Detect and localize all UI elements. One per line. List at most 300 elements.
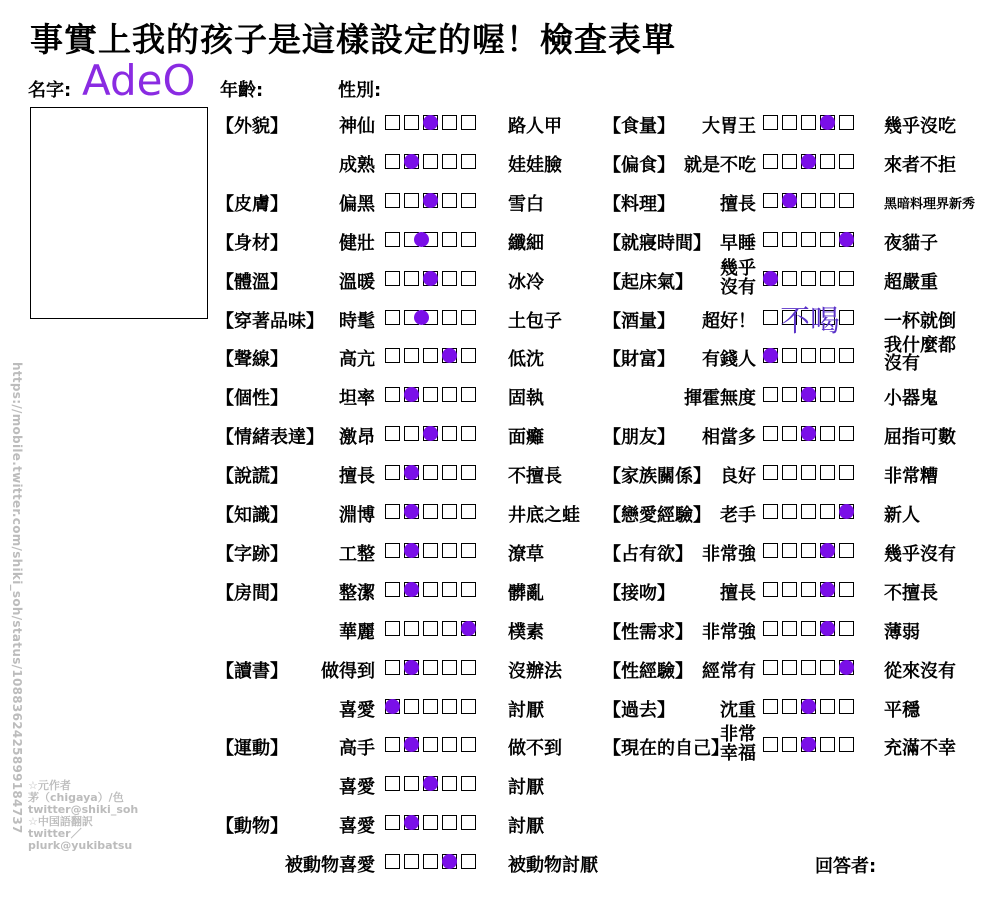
category-label: 【料理】	[603, 193, 675, 215]
left-option: 相當多	[702, 427, 756, 449]
rating-scale[interactable]	[385, 854, 476, 869]
category-label: 【字跡】	[216, 543, 288, 565]
rating-box[interactable]	[423, 854, 438, 869]
rating-box[interactable]	[442, 232, 457, 247]
rating-dot	[782, 193, 797, 208]
rating-scale[interactable]	[385, 737, 476, 752]
rating-scale[interactable]	[385, 815, 476, 830]
rating-box[interactable]	[461, 310, 476, 325]
rating-box[interactable]	[404, 193, 419, 208]
right-option: 小器鬼	[884, 388, 938, 410]
rating-box[interactable]	[839, 737, 854, 752]
rating-box[interactable]	[404, 115, 419, 130]
rating-box[interactable]	[782, 737, 797, 752]
left-option: 被動物喜愛	[285, 855, 375, 877]
rating-box[interactable]	[782, 504, 797, 519]
credit-line: twitter／	[28, 827, 82, 840]
category-label: 【朋友】	[603, 427, 675, 449]
credit-line: ☆元作者	[28, 779, 71, 792]
left-option: 整潔	[339, 582, 375, 604]
rating-box[interactable]	[423, 699, 438, 714]
rating-box[interactable]	[461, 699, 476, 714]
rating-box[interactable]	[461, 660, 476, 675]
rating-box[interactable]	[461, 232, 476, 247]
rating-box[interactable]	[442, 154, 457, 169]
category-label: 【起床氣】	[603, 271, 693, 293]
left-option: 有錢人	[702, 349, 756, 371]
rating-box[interactable]	[423, 621, 438, 636]
rating-box[interactable]	[442, 504, 457, 519]
category-label: 【外貌】	[216, 116, 288, 137]
rating-box[interactable]	[839, 621, 854, 636]
rating-box[interactable]	[763, 426, 778, 441]
page-title: 事實上我的孩子是這樣設定的喔！檢查表單	[30, 20, 676, 59]
right-option: 做不到	[508, 738, 562, 760]
source-url: https://mobile.twitter.com/shiki_soh/status/1088362425899184737	[10, 362, 24, 834]
rating-box[interactable]	[839, 582, 854, 597]
rating-box[interactable]	[385, 232, 400, 247]
rating-box[interactable]	[442, 737, 457, 752]
rating-scale[interactable]	[763, 232, 854, 247]
rating-box[interactable]	[820, 737, 835, 752]
rating-box[interactable]	[782, 348, 797, 363]
category-label: 【食量】	[603, 116, 675, 137]
rating-dot	[839, 504, 854, 519]
rating-box[interactable]	[839, 387, 854, 402]
rating-box[interactable]	[801, 465, 816, 480]
rating-dot	[461, 621, 476, 636]
left-option: 高手	[339, 738, 375, 760]
rating-box[interactable]	[442, 271, 457, 286]
category-label: 【穿著品味】	[216, 310, 324, 332]
rating-scale[interactable]	[763, 621, 854, 636]
rating-box[interactable]	[763, 465, 778, 480]
category-label: 【皮膚】	[216, 193, 288, 215]
rating-box[interactable]	[763, 504, 778, 519]
rating-box[interactable]	[801, 271, 816, 286]
alcohol-handwritten: 不喝	[780, 304, 840, 339]
right-option: 髒亂	[508, 582, 544, 604]
rating-dot	[404, 154, 419, 169]
rating-box[interactable]	[404, 426, 419, 441]
left-option: 工整	[339, 543, 375, 565]
right-option: 土包子	[508, 310, 562, 332]
rating-box[interactable]	[782, 582, 797, 597]
rating-dot	[404, 504, 419, 519]
rating-box[interactable]	[461, 193, 476, 208]
right-option: 面癱	[508, 427, 544, 449]
rating-box[interactable]	[839, 115, 854, 130]
left-option: 經常有	[702, 660, 756, 682]
rating-box[interactable]	[820, 699, 835, 714]
left-option: 時髦	[339, 310, 375, 332]
left-option: 淵博	[339, 505, 375, 526]
rating-dot	[820, 582, 835, 597]
rating-box[interactable]	[385, 621, 400, 636]
rating-box[interactable]	[839, 271, 854, 286]
rating-box[interactable]	[442, 310, 457, 325]
rating-box[interactable]	[801, 115, 816, 130]
rating-box[interactable]	[385, 543, 400, 558]
rating-scale[interactable]	[385, 582, 476, 597]
rating-box[interactable]	[461, 387, 476, 402]
left-option: 高亢	[339, 349, 375, 371]
right-option: 潦草	[508, 543, 544, 565]
rating-box[interactable]	[782, 543, 797, 558]
rating-scale[interactable]	[385, 465, 476, 480]
rating-box[interactable]	[782, 699, 797, 714]
category-label: 【接吻】	[603, 582, 675, 604]
rating-box[interactable]	[385, 465, 400, 480]
rating-box[interactable]	[404, 621, 419, 636]
rating-box[interactable]	[763, 543, 778, 558]
rating-dot	[414, 232, 429, 247]
rating-box[interactable]	[385, 426, 400, 441]
rating-box[interactable]	[423, 737, 438, 752]
rating-box[interactable]	[801, 621, 816, 636]
rating-box[interactable]	[782, 154, 797, 169]
rating-box[interactable]	[461, 854, 476, 869]
left-option: 早睡	[720, 232, 756, 254]
rating-box[interactable]	[385, 310, 400, 325]
right-option: 非常糟	[884, 466, 938, 488]
rating-box[interactable]	[820, 660, 835, 675]
rating-scale[interactable]	[385, 699, 476, 714]
left-option: 做得到	[321, 660, 375, 682]
rating-box[interactable]	[442, 543, 457, 558]
rating-box[interactable]	[404, 348, 419, 363]
right-option: 我什麼都沒有	[884, 335, 956, 375]
rating-scale[interactable]	[763, 426, 854, 441]
rating-box[interactable]	[820, 426, 835, 441]
rating-dot	[820, 543, 835, 558]
rating-box[interactable]	[461, 543, 476, 558]
rating-scale[interactable]	[385, 504, 476, 519]
rating-box[interactable]	[763, 115, 778, 130]
rating-box[interactable]	[782, 271, 797, 286]
rating-box[interactable]	[839, 465, 854, 480]
rating-box[interactable]	[763, 310, 778, 325]
rating-scale[interactable]	[385, 310, 476, 325]
rating-scale[interactable]	[763, 154, 854, 169]
category-label: 【占有欲】	[603, 543, 693, 565]
rating-box[interactable]	[404, 271, 419, 286]
rating-box[interactable]	[442, 426, 457, 441]
category-label: 【聲線】	[216, 349, 288, 371]
left-option: 溫暖	[339, 271, 375, 293]
rating-box[interactable]	[385, 115, 400, 130]
left-option: 老手	[720, 505, 756, 526]
left-option: 喜愛	[339, 699, 375, 721]
rating-box[interactable]	[423, 387, 438, 402]
rating-scale[interactable]	[763, 348, 854, 363]
rating-dot	[442, 854, 457, 869]
credit-line: ☆中国語翻訳	[28, 815, 93, 828]
category-label: 【過去】	[603, 699, 675, 721]
category-label: 【性需求】	[603, 621, 693, 643]
rating-box[interactable]	[782, 660, 797, 675]
rating-scale[interactable]	[385, 348, 476, 363]
category-label: 【現在的自己】	[603, 738, 729, 760]
rating-box[interactable]	[782, 232, 797, 247]
rating-box[interactable]	[763, 154, 778, 169]
rating-scale[interactable]	[763, 271, 854, 286]
left-option: 偏黑	[339, 193, 375, 215]
rating-scale[interactable]	[385, 115, 476, 130]
right-option: 路人甲	[508, 116, 562, 137]
rating-box[interactable]	[385, 582, 400, 597]
rating-box[interactable]	[763, 699, 778, 714]
right-option: 充滿不幸	[884, 738, 956, 760]
rating-box[interactable]	[782, 387, 797, 402]
category-label: 【家族關係】	[603, 466, 711, 488]
rating-box[interactable]	[461, 776, 476, 791]
rating-box[interactable]	[782, 115, 797, 130]
rating-box[interactable]	[801, 348, 816, 363]
rating-box[interactable]	[442, 699, 457, 714]
credit-line: 茅（chigaya）/色	[28, 791, 124, 804]
rating-box[interactable]	[782, 465, 797, 480]
rating-box[interactable]	[385, 387, 400, 402]
category-label: 【酒量】	[603, 310, 675, 332]
rating-box[interactable]	[385, 154, 400, 169]
rating-box[interactable]	[461, 504, 476, 519]
left-option: 喜愛	[339, 816, 375, 838]
photo-box[interactable]	[30, 107, 208, 319]
name-label: 名字:	[28, 80, 72, 101]
rating-box[interactable]	[763, 737, 778, 752]
right-option: 沒辦法	[508, 660, 562, 682]
rating-box[interactable]	[839, 310, 854, 325]
right-option: 黑暗料理界新秀	[884, 196, 976, 212]
rating-dot	[414, 310, 429, 325]
rating-box[interactable]	[385, 815, 400, 830]
right-option: 新人	[884, 505, 920, 526]
right-option: 討厭	[508, 816, 544, 838]
rating-scale[interactable]	[385, 232, 476, 247]
rating-scale[interactable]	[763, 193, 854, 208]
rating-box[interactable]	[461, 154, 476, 169]
right-option: 一杯就倒	[884, 310, 956, 332]
rating-box[interactable]	[801, 193, 816, 208]
rating-box[interactable]	[763, 232, 778, 247]
left-option: 成熟	[339, 154, 375, 176]
rating-scale[interactable]	[763, 582, 854, 597]
rating-dot	[423, 193, 438, 208]
right-option: 幾乎沒吃	[884, 116, 956, 137]
rating-box[interactable]	[442, 621, 457, 636]
rating-box[interactable]	[404, 854, 419, 869]
rating-box[interactable]	[423, 154, 438, 169]
rating-dot	[423, 271, 438, 286]
rating-scale[interactable]	[385, 776, 476, 791]
rating-box[interactable]	[423, 348, 438, 363]
rating-scale[interactable]	[763, 699, 854, 714]
rating-box[interactable]	[385, 271, 400, 286]
right-option: 夜貓子	[884, 232, 938, 254]
rating-box[interactable]	[442, 660, 457, 675]
rating-box[interactable]	[423, 543, 438, 558]
rating-box[interactable]	[839, 699, 854, 714]
rating-box[interactable]	[385, 504, 400, 519]
rating-scale[interactable]	[385, 660, 476, 675]
right-option: 纖細	[508, 232, 544, 254]
rating-box[interactable]	[461, 465, 476, 480]
rating-box[interactable]	[820, 504, 835, 519]
rating-dot	[423, 115, 438, 130]
rating-scale[interactable]	[763, 465, 854, 480]
right-option: 冰冷	[508, 271, 544, 293]
right-option: 從來沒有	[884, 660, 956, 682]
rating-box[interactable]	[839, 348, 854, 363]
rating-box[interactable]	[801, 232, 816, 247]
left-option: 華麗	[339, 621, 375, 643]
rating-box[interactable]	[442, 193, 457, 208]
rating-scale[interactable]	[385, 543, 476, 558]
age-label: 年齡:	[220, 80, 264, 101]
rating-box[interactable]	[839, 154, 854, 169]
rating-box[interactable]	[820, 193, 835, 208]
answerer-label: 回答者:	[815, 856, 877, 877]
category-label: 【體溫】	[216, 271, 288, 293]
rating-box[interactable]	[839, 543, 854, 558]
rating-scale[interactable]	[763, 504, 854, 519]
rating-box[interactable]	[442, 465, 457, 480]
rating-box[interactable]	[385, 854, 400, 869]
rating-box[interactable]	[782, 621, 797, 636]
rating-box[interactable]	[763, 387, 778, 402]
category-label: 【動物】	[216, 816, 288, 838]
left-option: 健壯	[339, 232, 375, 254]
rating-box[interactable]	[385, 193, 400, 208]
category-label: 【性經驗】	[603, 660, 693, 682]
rating-dot	[801, 154, 816, 169]
rating-scale[interactable]	[763, 660, 854, 675]
rating-box[interactable]	[442, 815, 457, 830]
category-label: 【知識】	[216, 505, 288, 526]
rating-scale[interactable]	[385, 193, 476, 208]
rating-box[interactable]	[820, 271, 835, 286]
left-option: 擅長	[720, 582, 756, 604]
rating-box[interactable]	[461, 271, 476, 286]
rating-box[interactable]	[782, 426, 797, 441]
rating-box[interactable]	[763, 660, 778, 675]
rating-box[interactable]	[461, 582, 476, 597]
rating-box[interactable]	[404, 776, 419, 791]
rating-box[interactable]	[820, 348, 835, 363]
rating-scale[interactable]	[385, 426, 476, 441]
rating-box[interactable]	[423, 660, 438, 675]
rating-scale[interactable]	[763, 115, 854, 130]
rating-box[interactable]	[442, 387, 457, 402]
rating-box[interactable]	[461, 815, 476, 830]
left-option: 擅長	[339, 466, 375, 488]
rating-box[interactable]	[385, 737, 400, 752]
left-option: 激昂	[339, 427, 375, 449]
rating-box[interactable]	[820, 465, 835, 480]
rating-box[interactable]	[385, 660, 400, 675]
right-option: 屈指可數	[884, 427, 956, 449]
rating-box[interactable]	[801, 504, 816, 519]
rating-box[interactable]	[461, 426, 476, 441]
rating-box[interactable]	[763, 582, 778, 597]
rating-scale[interactable]	[385, 621, 476, 636]
rating-dot	[839, 660, 854, 675]
rating-dot	[404, 582, 419, 597]
right-option: 雪白	[508, 193, 544, 215]
right-option: 不擅長	[884, 582, 938, 604]
rating-box[interactable]	[442, 115, 457, 130]
rating-box[interactable]	[801, 660, 816, 675]
rating-box[interactable]	[385, 348, 400, 363]
rating-box[interactable]	[442, 582, 457, 597]
rating-box[interactable]	[385, 776, 400, 791]
category-label: 【個性】	[216, 388, 288, 410]
rating-scale[interactable]	[763, 737, 854, 752]
rating-box[interactable]	[763, 193, 778, 208]
credit-line: twitter@shiki_soh	[28, 803, 139, 816]
right-option: 固執	[508, 388, 544, 410]
right-option: 討厭	[508, 699, 544, 721]
rating-box[interactable]	[404, 699, 419, 714]
category-label: 【財富】	[603, 349, 675, 371]
rating-box[interactable]	[820, 232, 835, 247]
rating-scale[interactable]	[385, 154, 476, 169]
rating-scale[interactable]	[763, 387, 854, 402]
right-option: 井底之蛙	[508, 505, 580, 526]
rating-box[interactable]	[461, 737, 476, 752]
left-option: 非常強	[702, 621, 756, 643]
gender-label: 性別:	[338, 80, 382, 101]
left-option: 擅長	[720, 193, 756, 215]
rating-scale[interactable]	[763, 543, 854, 558]
rating-box[interactable]	[801, 543, 816, 558]
rating-scale[interactable]	[385, 387, 476, 402]
rating-box[interactable]	[442, 776, 457, 791]
rating-box[interactable]	[461, 115, 476, 130]
category-label: 【說謊】	[216, 466, 288, 488]
category-label: 【運動】	[216, 738, 288, 760]
name-value[interactable]: AdeO	[82, 56, 196, 105]
rating-box[interactable]	[423, 815, 438, 830]
rating-box[interactable]	[423, 465, 438, 480]
credits	[28, 780, 138, 852]
left-option: 喜愛	[339, 777, 375, 799]
left-option: 坦率	[339, 388, 375, 410]
rating-box[interactable]	[423, 582, 438, 597]
rating-box[interactable]	[801, 582, 816, 597]
rating-dot	[839, 232, 854, 247]
right-option: 樸素	[508, 621, 544, 643]
rating-box[interactable]	[839, 193, 854, 208]
rating-box[interactable]	[820, 387, 835, 402]
rating-box[interactable]	[423, 504, 438, 519]
left-option: 非常幸福	[720, 724, 756, 765]
rating-box[interactable]	[839, 426, 854, 441]
rating-box[interactable]	[820, 154, 835, 169]
rating-dot	[404, 660, 419, 675]
left-option: 非常強	[702, 543, 756, 565]
rating-box[interactable]	[461, 348, 476, 363]
rating-box[interactable]	[763, 621, 778, 636]
rating-scale[interactable]	[385, 271, 476, 286]
right-option: 來者不拒	[884, 154, 956, 176]
category-label: 【戀愛經驗】	[603, 505, 711, 526]
rating-dot	[404, 543, 419, 558]
right-option: 討厭	[508, 777, 544, 799]
right-option: 超嚴重	[884, 271, 938, 293]
rating-dot	[820, 621, 835, 636]
